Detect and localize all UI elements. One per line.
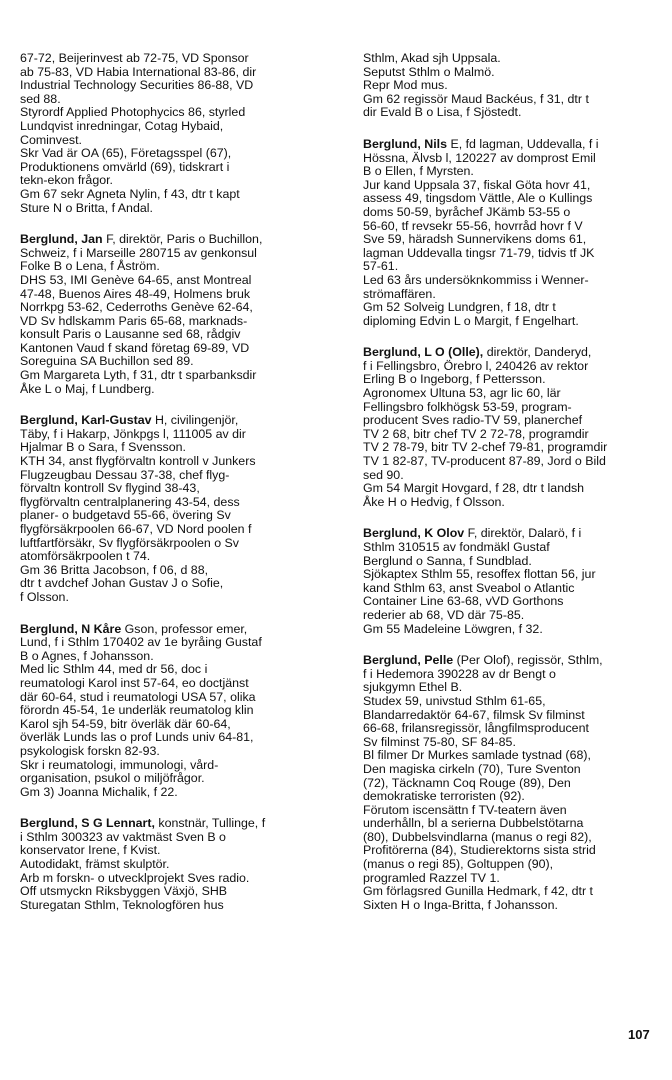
entry-line: underhålln, bl a serierna Dubbelstötarna [363,816,584,831]
entry-line: B o Ellen, f Myrsten. [363,164,474,179]
entry-line: Förutom iscensättn f TV-teatern även [363,802,567,817]
entry-line: Sture N o Britta, f Andal. [20,200,153,215]
entry-line: rederier ab 68, VD där 75-85. [363,607,525,622]
entry-line: Container Line 63-68, vVD Gorthons [363,594,564,609]
entry-line: strömaffären. [363,286,436,301]
entry-heading-line [20,233,320,247]
entry-line: konservator Irene, f Kvist. [20,843,161,858]
entry-line: TV 1 82-87, TV-producent 87-89, Jord o Bild [363,454,606,469]
entry-line: Lund, f i Sthlm 170402 av 1e byråing Gustaf [20,635,262,650]
entry-name: Berglund, N Kåre [20,621,122,636]
entry-line: där 60-64, stud i reumatologi USA 57, olika [20,689,256,704]
left-column [20,52,320,930]
entry-line: Folke B o Lena, f Åström. [20,259,160,274]
entry-name: Berglund, Pelle [363,653,454,668]
entry-line: Norrkpg 53-62, Cederroths Genève 62-64, [20,300,253,315]
entry-line: Sjökaptex Sthlm 55, resoffex flottan 56, jur [363,567,596,582]
entry-line: Med lic Sthlm 44, med dr 56, doc i [20,662,208,677]
entry-line-text: F, direktör, Dalarö, f i [464,526,582,541]
entry-line: överläk Lunds las o prof Lunds univ 64-81, [20,730,254,745]
biography-entry [363,654,663,912]
entry-line: Jur kand Uppsala 37, fiskal Göta hovr 41, [363,177,591,192]
entry-line: Åke H o Hedvig, f Olsson. [363,494,505,509]
entry-line: Karol sjh 54-59, bitr överläk där 60-64, [20,716,231,731]
entry-line: dtr t avdchef Johan Gustav J o Sofie, [20,576,224,591]
entry-line: Gm 52 Solveig Lundgren, f 18, dtr t [363,300,556,315]
entry-line-text: E, fd lagman, Uddevalla, f i [447,136,599,151]
entry-line: TV 2 68, bitr chef TV 2 72-78, programdir [363,426,589,441]
entry-line: sed 90. [363,467,404,482]
entry-line: Blandarredaktör 64-67, filmsk Sv filminst [363,707,585,722]
entry-line: i Sthlm 300323 av vaktmäst Sven B o [20,829,226,844]
entry-line-text: Gson, professor emer, [121,621,248,636]
entry-line: Seputst Sthlm o Malmö. [363,64,495,79]
entry-line: Berglund o Sanna, f Sundblad. [363,553,532,568]
entry-line: flygförsäkrpoolen 66-67, VD Nord poolen f [20,522,252,536]
entry-name: Berglund, L O (Olle), [363,345,484,360]
entry-heading-line [363,138,663,152]
entry-line: KTH 34, anst flygförvaltn kontroll v Junkers [20,454,256,469]
entry-line: B o Agnes, f Johansson. [20,648,154,663]
entry-line-text: konstnär, Tullinge, f [154,816,266,831]
entry-line: 47-48, Buenos Aires 48-49, Holmens bruk [20,286,251,301]
entry-line: Sv filminst 75-80, SF 84-85. [363,734,516,749]
entry-line: Gm 62 regissör Maud Backéus, f 31, dtr t [363,91,589,106]
entry-line: Off utsmyckn Riksbyggen Växjö, SHB [20,884,228,899]
entry-line: 66-68, frilansregissör, långfilmsproducent [363,721,589,736]
entry-line: Studex 59, univstud Sthlm 61-65, [363,693,546,708]
entry-line: lagman Uddevalla tingsr 71-79, tidvis tf JK [363,245,595,260]
biography-entry [20,817,320,912]
biography-entry [363,138,663,328]
entry-line: (80), Dubbelsvindlarna (manus o regi 82), [363,829,592,844]
entry-line: Schweiz, f i Marseille 280715 av genkonsul [20,245,257,260]
entry-line: Flugzeugbau Dessau 37-38, chef flyg- [20,467,230,482]
entry-line: Täby, f i Hakarp, Jönkpgs l, 111005 av dir [20,426,246,441]
entry-line: sjukgymn Ethel B. [363,680,463,695]
entry-line: Gm 55 Madeleine Löwgren, f 32. [363,621,543,636]
entry-line: luftfartförsäkr, Sv flygförsäkrpoolen o Sv [20,535,239,550]
entry-line: f i Fellingsbro, Örebro l, 240426 av rektor [363,358,589,373]
entry-line-text: direktör, Danderyd, [483,345,592,360]
entry-line: Den magiska cirkeln (70), Ture Sventon [363,761,581,776]
biography-entry [363,527,663,636]
entry-line: TV 2 78-79, bitr TV 2-chef 79-81, programdir [363,440,608,455]
entry-heading-line [20,817,320,831]
entry-line: diploming Edvin L o Margit, f Engelhart. [363,313,579,328]
entry-line-text: F, direktör, Paris o Buchillon, [102,232,263,247]
entry-line: Bl filmer Dr Murkes samlade tystnad (68), [363,748,591,763]
entry-line: 57-61. [363,259,399,274]
entry-line: organisation, psukol o miljöfrågor. [20,771,205,786]
entry-line: Produktionens omvärld (69), tidskrart i [20,159,230,174]
entry-line: reumatologi Karol inst 57-64, eo doctjänst [20,675,249,690]
entry-line: Autodidakt, främst skulptör. [20,857,170,872]
entry-line: Sve 59, häradsh Sunnervikens doms 61, [363,232,587,247]
entry-line: Gm 67 sekr Agneta Nylin, f 43, dtr t kapt [20,186,240,201]
entry-line: DHS 53, IMI Genève 64-65, anst Montreal [20,272,252,287]
biography-entry [363,346,663,509]
entry-line: (manus o regi 85), Goltuppen (90), [363,857,554,872]
entry-line: atomförsäkrpoolen t 74. [20,549,151,564]
entry-line: Led 63 års undersöknkommiss i Wenner- [363,272,589,287]
entry-line: sed 88. [20,91,61,106]
right-column [363,52,663,930]
entry-line: f i Hedemora 390228 av dr Bengt o [363,666,556,681]
entry-line: Gm Margareta Lyth, f 31, dtr t sparbanksdir [20,368,257,383]
entry-line: Gm 36 Britta Jacobson, f 06, d 88, [20,562,209,577]
entry-line-text: (Per Olof), regissör, Sthlm, [453,653,603,668]
entry-name: Berglund, Nils [363,136,447,151]
entry-line: Gm 54 Margit Hovgard, f 28, dtr t landsh [363,481,585,496]
entry-heading-line [20,623,320,637]
entry-line: Kantonen Vaud f skand företag 69-89, VD [20,340,250,355]
entry-line: Cominvest. [20,132,82,147]
entry-line: psykologisk forskn 82-93. [20,743,160,758]
entry-line: tekn-ekon frågor. [20,173,113,188]
entry-line: Agronomex Ultuna 53, agr lic 60, lär [363,386,561,401]
entry-line: 56-60, tf revsekr 55-56, hovrråd hovr f V [363,218,583,233]
entry-name: Berglund, S G Lennart, [20,816,155,831]
entry-heading-line [363,346,663,360]
entry-line: Repr Mod mus. [363,78,448,93]
entry-line: Fellingsbro folkhögsk 53-59, program- [363,399,572,414]
biography-entry [363,52,663,120]
biography-entry [20,233,320,396]
entry-line-text: H, civilingenjör, [151,413,239,428]
entry-line: förvaltn kontroll Sv flygind 38-43, [20,481,200,496]
entry-line: Gm förlagsred Gunilla Hedmark, f 42, dtr t [363,884,594,899]
biography-entry [20,623,320,800]
entry-line: kand Sthlm 63, anst Sveabol o Atlantic [363,580,575,595]
entry-line: f Olsson. [20,589,69,604]
entry-line: programled Razzel TV 1. [363,870,500,885]
entry-line: Hössna, Älvsb l, 120227 av domprost Emil [363,150,596,165]
entry-line: Profitörerna (84), Studierektorns sista strid [363,843,596,858]
entry-line: demokratiske terroristen (92). [363,789,525,804]
entry-line: Skr Vad är OA (65), Företagsspel (67), [20,146,232,161]
entry-heading-line [363,654,663,668]
entry-line: VD Sv hdlskamm Paris 65-68, marknads- [20,313,248,328]
biography-entry [20,414,320,604]
entry-line: Gm 3) Joanna Michalik, f 22. [20,784,178,799]
biography-entry [20,52,320,215]
entry-line: Sturegatan Sthlm, Teknologfören hus [20,897,224,912]
entry-line: förordn 45-54, 1e underläk reumatolog klin [20,703,254,718]
entry-line: konsult Paris o Lausanne sed 68, rådgiv [20,327,241,342]
entry-name: Berglund, K Olov [363,526,465,541]
entry-line: Åke L o Maj, f Lundberg. [20,381,155,396]
entry-line: Sthlm, Akad sjh Uppsala. [363,51,501,65]
entry-line: Skr i reumatologi, immunologi, vård- [20,757,219,772]
entry-line: Lundqvist inredningar, Cotag Hybaid, [20,118,224,133]
entry-heading-line [363,527,663,541]
entry-line: Arb m forskn- o utvecklprojekt Sves radio. [20,870,250,885]
entry-line: assess 49, tingsdom Vättle, Ale o Kullings [363,191,593,206]
entry-line: planer- o budgetavd 55-66, övering Sv [20,508,231,523]
entry-line: producent Sves radio-TV 59, planerchef [363,413,583,428]
entry-line: (72), Täcknamn Coq Rouge (89), Den [363,775,571,790]
entry-line: ab 75-83, VD Habia International 83-86, dir [20,64,257,79]
entry-line: doms 50-59, byråchef JKämb 53-55 o [363,204,571,219]
entry-line: flygförvaltn centralplanering 43-54, dess [20,494,240,509]
entry-line: Soreguina SA Buchillon sed 89. [20,354,194,369]
entry-heading-line [20,414,320,428]
entry-line: 67-72, Beijerinvest ab 72-75, VD Sponsor [20,51,249,65]
entry-name: Berglund, Jan [20,232,103,247]
entry-line: Hjalmar B o Sara, f Svensson. [20,440,186,455]
entry-line: Sixten H o Inga-Britta, f Johansson. [363,897,558,912]
entry-line: Erling B o Ingeborg, f Pettersson. [363,372,546,387]
page-number: 107 [628,1027,650,1042]
entry-line: Industrial Technology Securities 86-88, VD [20,78,254,93]
entry-line: Styrordf Applied Photophycics 86, styrled [20,105,246,120]
entry-line: Sthlm 310515 av fondmäkl Gustaf [363,540,550,554]
entry-line: dir Evald B o Lisa, f Sjöstedt. [363,105,522,120]
entry-name: Berglund, Karl-Gustav [20,413,152,428]
